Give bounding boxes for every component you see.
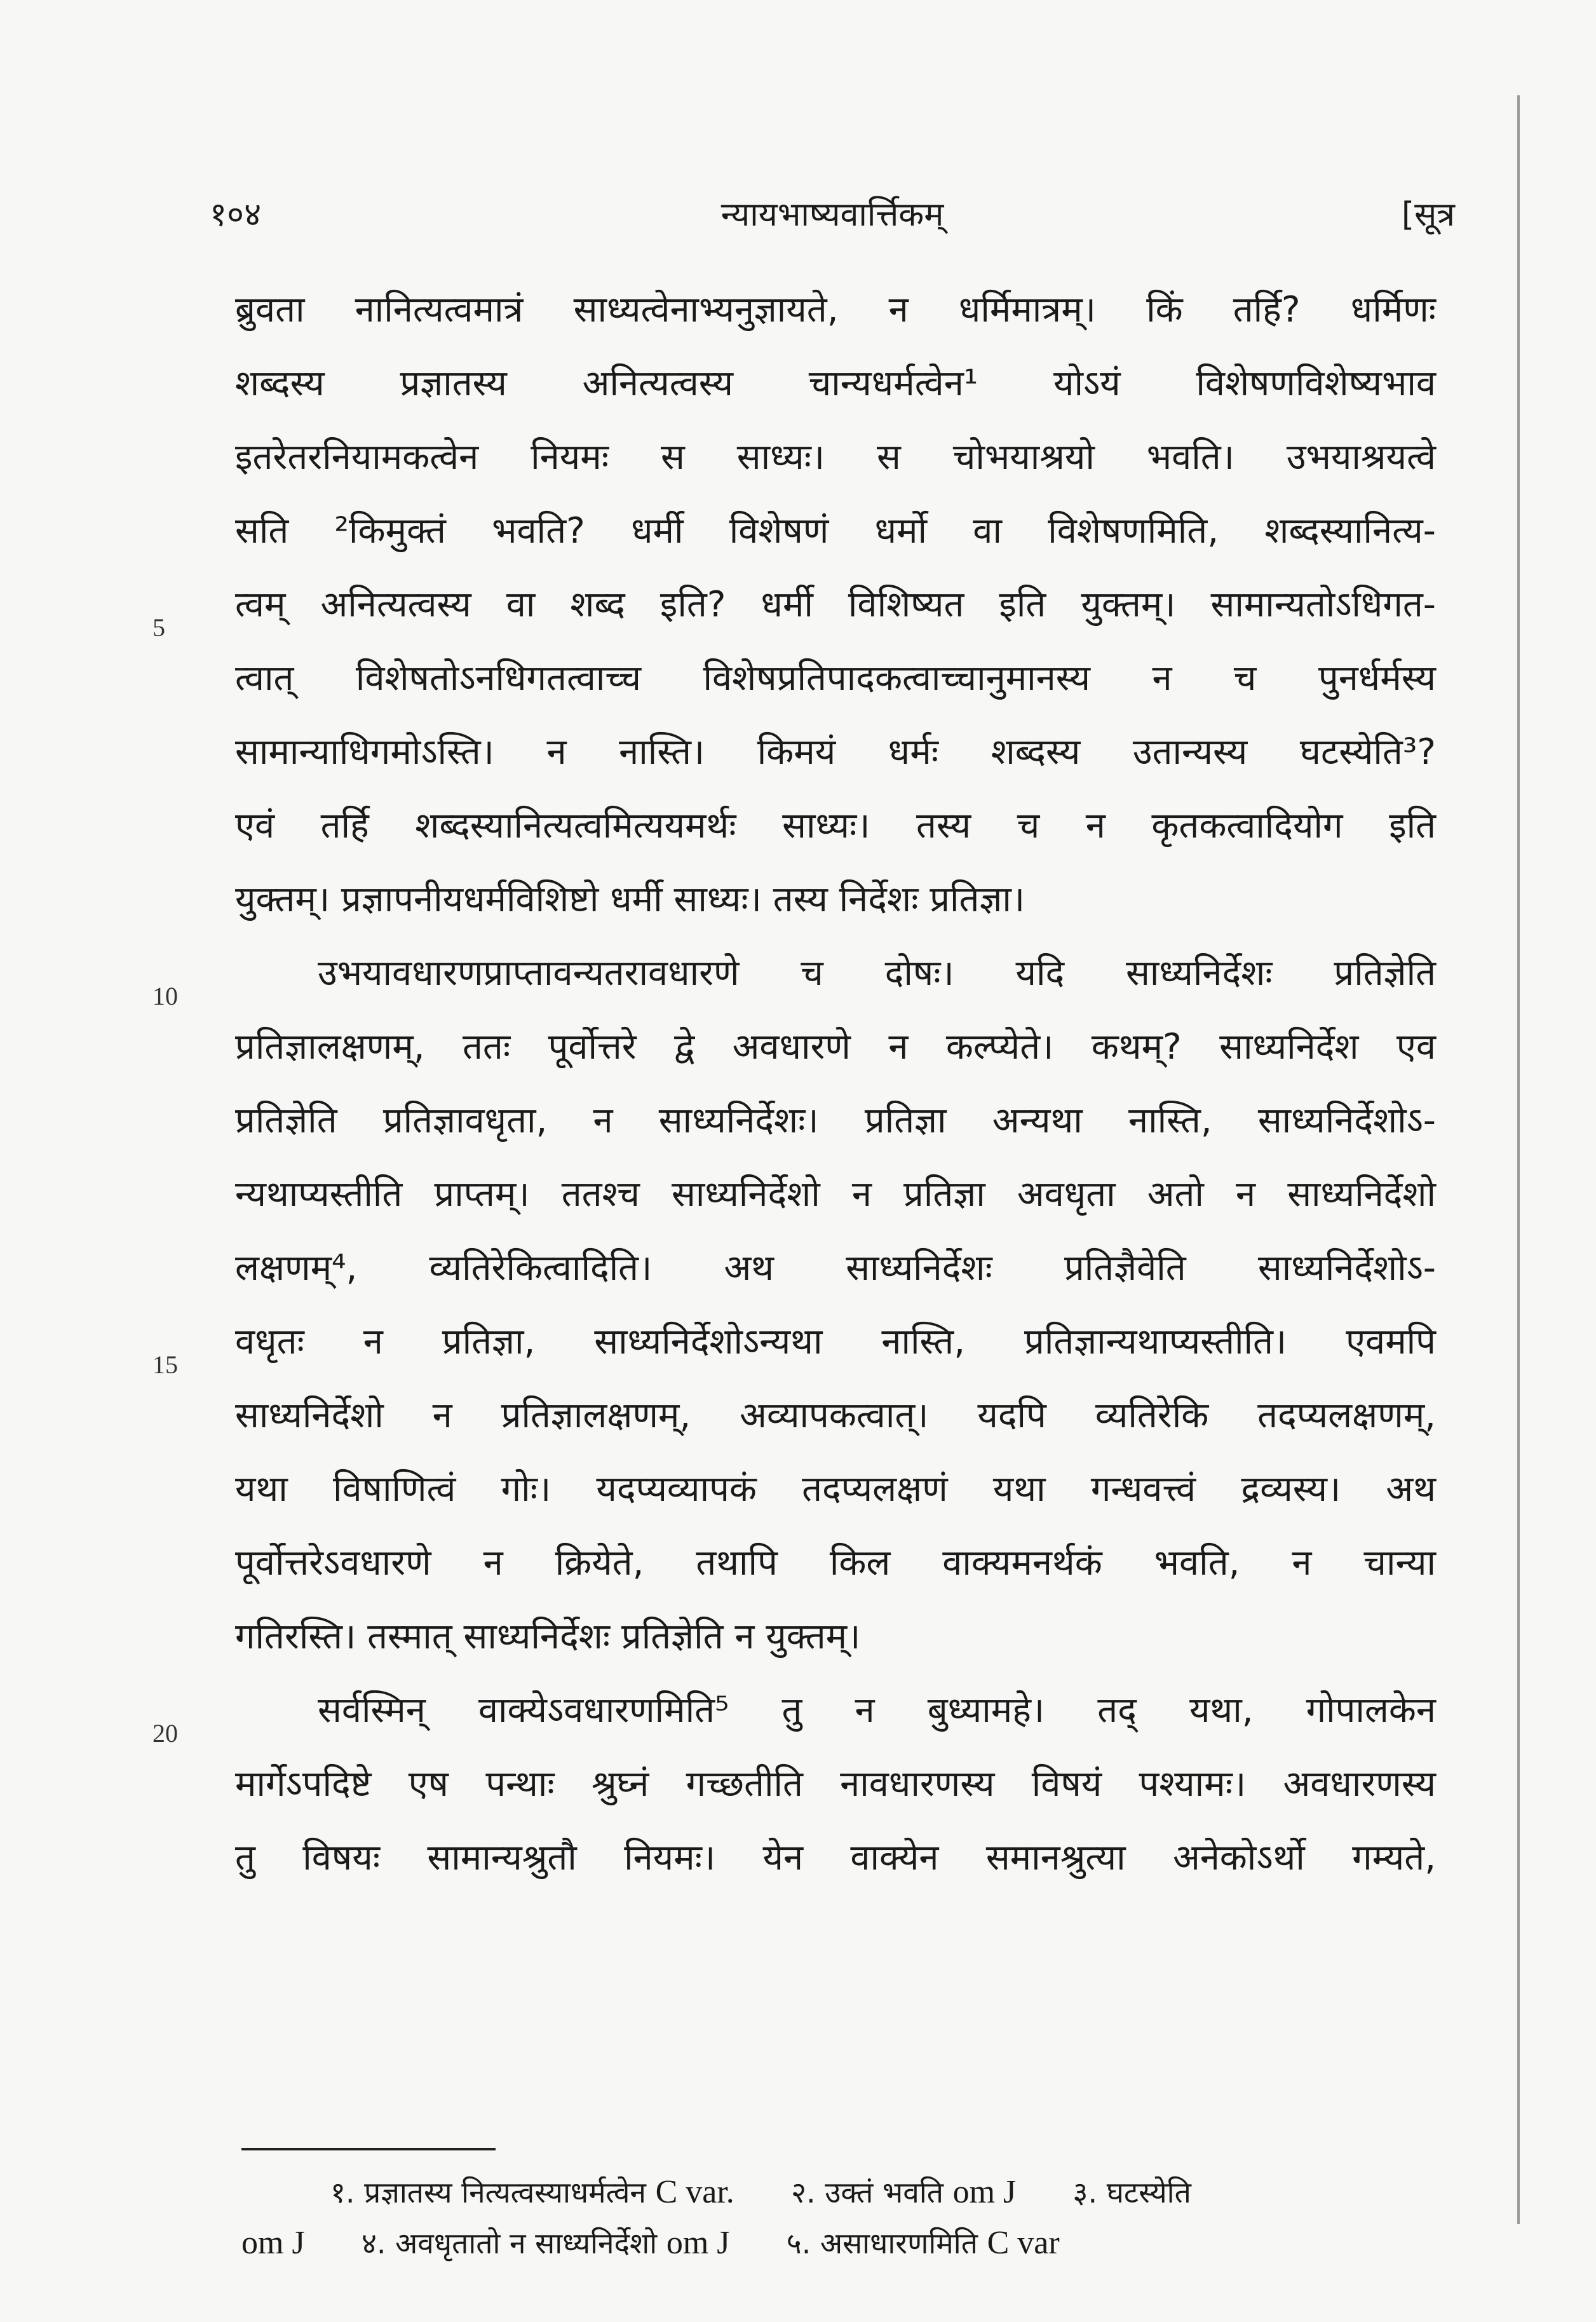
- text-line: त्वम् अनित्यत्वस्य वा शब्द इति? धर्मी विशिष्यत इति युक्तम्। सामान्यतोऽधिगत-: [235, 584, 1436, 625]
- text-line: साध्यनिर्देशो न प्रतिज्ञालक्षणम्, अव्यापकत्वात्। यदपि व्यतिरेकि तदप्यलक्षणम्,: [235, 1395, 1436, 1436]
- line-number-15: 15: [152, 1350, 178, 1379]
- footnote-3: ३. घटस्येति: [1072, 2175, 1191, 2210]
- text-line: त्वात् विशेषतोऽनधिगतत्वाच्च विशेषप्रतिपादकत्वाच्चानुमानस्य न च पुनर्धर्मस्य: [235, 658, 1436, 699]
- line-number-10: 10: [152, 982, 178, 1010]
- footnote-line-1: [241, 2167, 1442, 2218]
- text-line: पूर्वोत्तरेऽवधारणे न क्रियेते, तथापि किल वाक्यमनर्थकं भवति, न चान्या: [235, 1542, 1436, 1584]
- footnotes: [241, 2167, 1442, 2269]
- text-line: लक्षणम्⁴, व्यतिरेकित्वादिति। अथ साध्यनिर्देशः प्रतिज्ञैवेति साध्यनिर्देशोऽ-: [235, 1247, 1436, 1289]
- text-line: प्रतिज्ञेति प्रतिज्ञावधृता, न साध्यनिर्देशः। प्रतिज्ञा अन्यथा नास्ति, साध्यनिर्देशोऽ-: [235, 1100, 1436, 1141]
- text-line: सति ²किमुक्तं भवति? धर्मी विशेषणं धर्मो वा विशेषणमिति, शब्दस्यानित्य-: [235, 510, 1436, 552]
- text-line: न्यथाप्यस्तीति प्राप्तम्। ततश्च साध्यनिर्देशो न प्रतिज्ञा अवधृता अतो न साध्यनिर्देशो: [235, 1174, 1436, 1215]
- footnote-1-source: C var.: [655, 2174, 734, 2210]
- footnote-4-source: om J: [666, 2225, 730, 2261]
- section-marker: [सूत्र: [1401, 196, 1455, 234]
- footnote-2: २. उक्तं भवति: [791, 2175, 943, 2210]
- line-number-20: 20: [152, 1719, 178, 1748]
- text-line: वधृतः न प्रतिज्ञा, साध्यनिर्देशोऽन्यथा नास्ति, प्रतिज्ञान्यथाप्यस्तीति। एवमपि: [235, 1321, 1436, 1362]
- main-text: [235, 273, 1436, 1895]
- footnote-5-source: C var: [987, 2225, 1060, 2261]
- text-line: गतिरस्ति। तस्मात् साध्यनिर्देशः प्रतिज्ञेति न युक्तम्।: [235, 1616, 861, 1657]
- page-header: [210, 191, 1455, 241]
- footnote-3-source: om J: [241, 2225, 305, 2261]
- text-line: प्रतिज्ञालक्षणम्, ततः पूर्वोत्तरे द्वे अवधारणे न कल्प्येते। कथम्? साध्यनिर्देश एव: [235, 1026, 1436, 1068]
- text-line: तु विषयः सामान्यश्रुतौ नियमः। येन वाक्येन समानश्रुत्या अनेकोऽर्थो गम्यते,: [235, 1837, 1436, 1878]
- footnote-1: १. प्रज्ञातस्य नित्यत्वस्याधर्मत्वेन: [330, 2175, 646, 2210]
- text-line: युक्तम्। प्रज्ञापनीयधर्मविशिष्टो धर्मी साध्यः। तस्य निर्देशः प्रतिज्ञा।: [235, 879, 1025, 920]
- footnote-2-source: om J: [952, 2174, 1017, 2210]
- footnote-rule: [241, 2148, 496, 2150]
- footnote-4: ४. अवधृतातो न साध्यनिर्देशो: [361, 2226, 658, 2260]
- footnote-5: ५. असाधारणमिति: [786, 2226, 978, 2260]
- line-number-5: 5: [152, 613, 165, 642]
- text-line: इतरेतरनियामकत्वेन नियमः स साध्यः। स चोभयाश्रयो भवति। उभयाश्रयत्वे: [235, 437, 1436, 478]
- text-line: ब्रुवता नानित्यत्वमात्रं साध्यत्वेनाभ्यनुज्ञायते, न धर्मिमात्रम्। किं तर्हि? धर्मिणः: [235, 289, 1436, 330]
- text-line: मार्गेऽपदिष्टे एष पन्थाः श्रुघ्नं गच्छतीति नावधारणस्य विषयं पश्यामः। अवधारणस्य: [235, 1763, 1436, 1805]
- page-edge-shadow: [1517, 95, 1520, 2224]
- text-line: एवं तर्हि शब्दस्यानित्यत्वमित्ययमर्थः साध्यः। तस्य च न कृतकत्वादियोग इति: [235, 805, 1436, 846]
- text-line-paragraph-start: सर्वस्मिन् वाक्येऽवधारणमिति⁵ तु न बुध्यामहे। तद् यथा, गोपालकेन: [318, 1690, 1436, 1731]
- running-title: न्यायभाष्यवार्त्तिकम्: [720, 196, 944, 234]
- text-line: यथा विषाणित्वं गोः। यदप्यव्यापकं तदप्यलक्षणं यथा गन्धवत्त्वं द्रव्यस्य। अथ: [235, 1469, 1436, 1510]
- page-number: १०४: [210, 196, 262, 234]
- text-line-paragraph-start: उभयावधारणप्राप्तावन्यतरावधारणे च दोषः। यदि साध्यनिर्देशः प्रतिज्ञेति: [318, 953, 1436, 994]
- text-line: सामान्याधिगमोऽस्ति। न नास्ति। किमयं धर्मः शब्दस्य उतान्यस्य घटस्येति³?: [235, 731, 1436, 773]
- text-line: शब्दस्य प्रज्ञातस्य अनित्यत्वस्य चान्यधर्मत्वेन¹ योऽयं विशेषणविशेष्यभाव: [235, 363, 1436, 404]
- footnote-line-2: [241, 2218, 1442, 2269]
